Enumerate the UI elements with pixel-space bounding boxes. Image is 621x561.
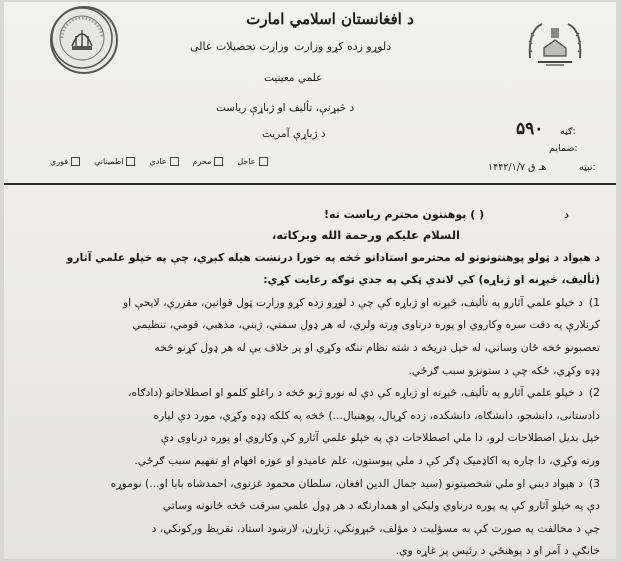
- letterhead-ministry: دلوړو زده کړو وزارت: [294, 40, 392, 53]
- list-item-line: دادستانی، دانشجو، دانشګاه، دانشکده، زده کړیال، پوهنیال...) څخه په کلکه ډډه وکړي، مورد دې لپاره: [153, 408, 600, 422]
- emirate-emblem-logo: [524, 18, 586, 70]
- attachment-label: ضمایم:: [549, 143, 578, 154]
- checkbox-icon: [126, 157, 135, 166]
- list-item-line: خپل بدیل اصطلاحات لرو، دا ملي اصطلاحات دې په خپلو علمي آثارو کې وکاروي او پوره درناوی دې: [160, 431, 600, 445]
- checkbox-icon: [214, 157, 223, 166]
- ministry-seal-logo: [50, 6, 118, 74]
- list-item: 2)د خپلو علمي آثارو په تألیف، څېړنه او ژباړه کې دې له نورو ژبو څخه د راغلو کلمو او اصطلاحاتو (دادګاه،: [127, 386, 600, 400]
- letterhead-ministry-alt: وزارت تحصیلات عالی: [190, 40, 289, 53]
- list-item-line: ورته وکړي، دا چاره په اکاډمیک ډګر کې د ملي پیوستون، علم عامیدو او عوزه افهام او تفهیم سبب ګرځي.: [134, 453, 600, 467]
- list-item: 1)د خپلو علمي آثارو په تألیف، څېړنه او ژباړه کې چې د لوړو زده کړو وزارت ټول قوانین، مقررې، لایحې او: [122, 295, 600, 309]
- category-option[interactable]: محرم: [193, 157, 224, 166]
- category-option[interactable]: عادي: [149, 157, 178, 166]
- number-value: ۵۹۰: [516, 119, 544, 139]
- letterhead-department: د ژباړې آمریت: [262, 128, 326, 140]
- greeting: السلام علیکم ورحمة الله وبرکاته،: [271, 228, 460, 242]
- list-item-line: تعصبونو څخه ځان وساتي، له خپل دریځه د شته نظام ننګه وکړي او پر خلاف یې له هر ډول کړنو څخه: [154, 340, 600, 354]
- header-divider: [4, 183, 616, 185]
- list-item-line: دې په خپلو آثارو کې په پوره درناوي ولیکي او همدارنګه د هر ډول علمي سرقت څخه ځانونه وساتي: [162, 499, 600, 513]
- addressee-prefix: د: [564, 208, 569, 221]
- intro-line: د هېواد د ټولو پوهنتونونو له محترمو استادانو څخه په خورا درنښت هیله کېږي، چې په خپلو علمي آثارو: [66, 250, 600, 264]
- number-label: ګڼه:: [560, 126, 576, 137]
- category-option[interactable]: اطمیناني: [94, 157, 135, 166]
- list-item-line: چې د مخالفت په صورت کې به مسؤلیت د مؤلف، څېړونکي، ژباړن، لارښود استاد، تقریظ ورکونکي، د: [151, 521, 600, 535]
- list-item-line: ډډه وکړي، ځکه چې د ستونزو سبب ګرځي.: [408, 363, 600, 377]
- category-checkboxes: [50, 157, 268, 166]
- checkbox-icon: [71, 157, 80, 166]
- date-label: نېټه:: [579, 162, 596, 173]
- list-item-line: کرنلارې په دقت سره وکاروي او پوره درناوی ورته ولري، له هر ډول سمتي، ژبني، مذهبي، قومي، تنظیمي: [132, 318, 600, 332]
- checkbox-icon: [170, 157, 179, 166]
- letterhead-title: د افغانستان اسلامي امارت: [246, 10, 414, 28]
- letterhead-deputy: علمي معینیت: [264, 72, 323, 84]
- letterhead-directorate: د څېړنې، تألیف او ژباړې ریاست: [216, 102, 355, 114]
- addressee-line: ( ) پوهنتون محترم ریاست ته!: [324, 208, 485, 221]
- category-option[interactable]: عاجل: [237, 157, 267, 166]
- date-value: ۱۴۴۲/۱/۷ هـ ق: [488, 162, 547, 173]
- letter-body: [40, 224, 600, 559]
- document-page: [4, 2, 616, 559]
- checkbox-icon: [259, 157, 268, 166]
- list-item-line: خانګې د آمر او د پوهنځي د رئیس پر غاړه وي.: [395, 544, 600, 558]
- list-item: 3)د هېواد ديني او ملي شخصیتونو (سید جمال الدین افغان، سلطان محمود غزنوی، احمدشاه بابا او...) نوموړه: [110, 476, 600, 490]
- intro-line: (تألیف، څېړنه او ژباړه) کې لاندې ټکي په جدي توګه رعایت کړي:: [263, 273, 600, 287]
- category-option[interactable]: فوري: [50, 157, 80, 166]
